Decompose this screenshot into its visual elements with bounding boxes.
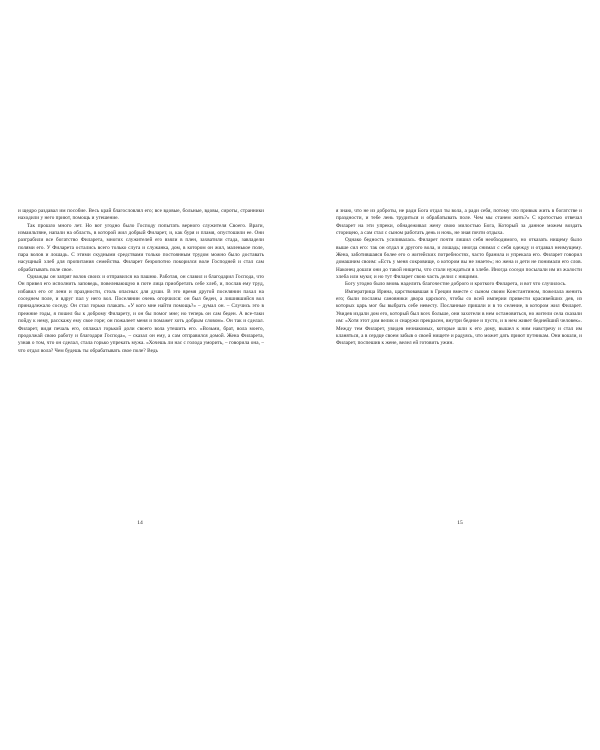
paragraph: Богу угодно было вновь наделить благочестие доброго и кроткого Филарета, и вот что случилось.	[345, 281, 567, 288]
paragraph: Однако бедность усиливалась. Филарет почти лишил себя необходимого, но отказать нищему было выше сил его: так он отдал и другого вола, и лошадь; иногда снимал с себя одежду и отдавал неимущему. Жена, заботившаяся более его о житейских потребностях, часто бранила и упрекала его. Филарет говорил домашним своим: «Есть у меня сокровище, о котором вы не знаете»; но жена и дети не понимали его слов. Наконец дошли они до такой нищеты, что стали нуждаться в хлебе. Иногда соседи посылали им из жалости хлеба или муки; и но тут Филарет свою часть делил с нищими.	[336, 237, 582, 281]
page-body-left	[18, 208, 264, 355]
book-spread	[0, 200, 600, 560]
paragraph: Императрица Ирина, царствовавшая в Греции вместе с сыном своим Константином, пожелала женить его; были посланы сановники двора царского, чтобы со всей империи привести красивейших дев, из которых царь мог бы выбрать себе невесту. Посланные пришли и в то селение, в котором жил Филарет. Увидев издали дом его, который был всех больше, они захотели в нем остановиться, но жители села сказали им: «Хотя этот дом велик и снаружи прекрасен, внутри бедное и пусто, и в нем живет беднейший человек». Между тем Филарет, увидев незнакомых, которые шли к его дому, вышел к ним навстречу и стал им кланяться, а в сердце своем забыв о своей нищете и радуясь, что может дать приют путникам. Они вошли, и Филарет, поспешив к жене, велел ей готовить ужин.	[336, 288, 582, 347]
paragraph: Так прошло много лет. Но вот угодно было Господу попытать верного служителя Своего. Враги, измаильтяне, напали на область, в которой жил добрый Филарет, и, как буря и пламя, опустошили ее. Они разграбили все богатство Филарета, многих служителей его взяли в плен, захватили стада, завладели полями его. У Филарета остались всего только слуга и служанка, дом, в котором он жил, маленькое поле, пара волов и лошадь. С этими скудными средствами только постоянным трудом можно было доставать насущный хлеб для пропитания семейства. Филарет безропотно покорился воле Господней и стал сам обрабатывать поле свое.	[18, 222, 264, 273]
book-gutter	[292, 200, 308, 560]
paragraph: я знаю, что не из доброты, не ради Бога отдал ты вола, а ради себя, потому что привык жить в богатстве и праздности, и тебе лень трудиться и обрабатывать поле. Чем мы станем жить?» С кротостью отвечал Филарет на эти упреки, обнадеживал жену свою милостью Бога, Который за данное можем воздать сторицею, а сам стал с сыном работать день и ночь, не зная почти отдыха.	[336, 208, 582, 237]
book-page-left	[0, 200, 280, 560]
page-number-left: 14	[137, 520, 143, 526]
book-page-right	[320, 200, 600, 560]
paragraph: и щедро раздавал им пособие. Весь край благословлял его; все вдовые, больные, вдовы, сироты, странники находили у него приют, помощь и утешение.	[18, 208, 264, 222]
paragraph: Однажды он запряг волов своих и отправился на пашню. Работая, он славил и благодарил Господа, что Он привел его исполнить заповедь, повелевающую в поте лица приобретать себе хлеб, и, послав ему труд, избавил его от лени и праздности, столь опасных для души. В это время другой поселянин пахал на соседнем поле, и вдруг пал у него вол. Поселянин очень огорчился: он был беден, а лишившийся вол принадлежало соседу. Он стал горько плакать. «У кого мне найти помощь?» – думал он. – Случись это в прежние годы, я пошел бы к доброму Филарету, и он бы помог мне; но теперь он сам беден. А все-таки пойду к нему, расскажу ему свое горе; он пожалеет меня и помажет хоть добрым словом». Он так и сделал. Филарет, видя печаль его, оплакал горькой доли своего вола утешить его. «Возьми, брат, вола моего, продолжай свою работу и благодари Господа», – сказал он ему, а сам отправился домой. Жена Филарета, узнав о том, что он сделал, стала горько упрекать мужа. «Хочешь ли нас с голода уморить, – говорила она, – что отдал вола? Чем будешь ты обрабатывать свое поле? Ведь	[18, 274, 264, 354]
page-body-right	[336, 208, 582, 348]
page-number-right: 15	[457, 520, 463, 526]
